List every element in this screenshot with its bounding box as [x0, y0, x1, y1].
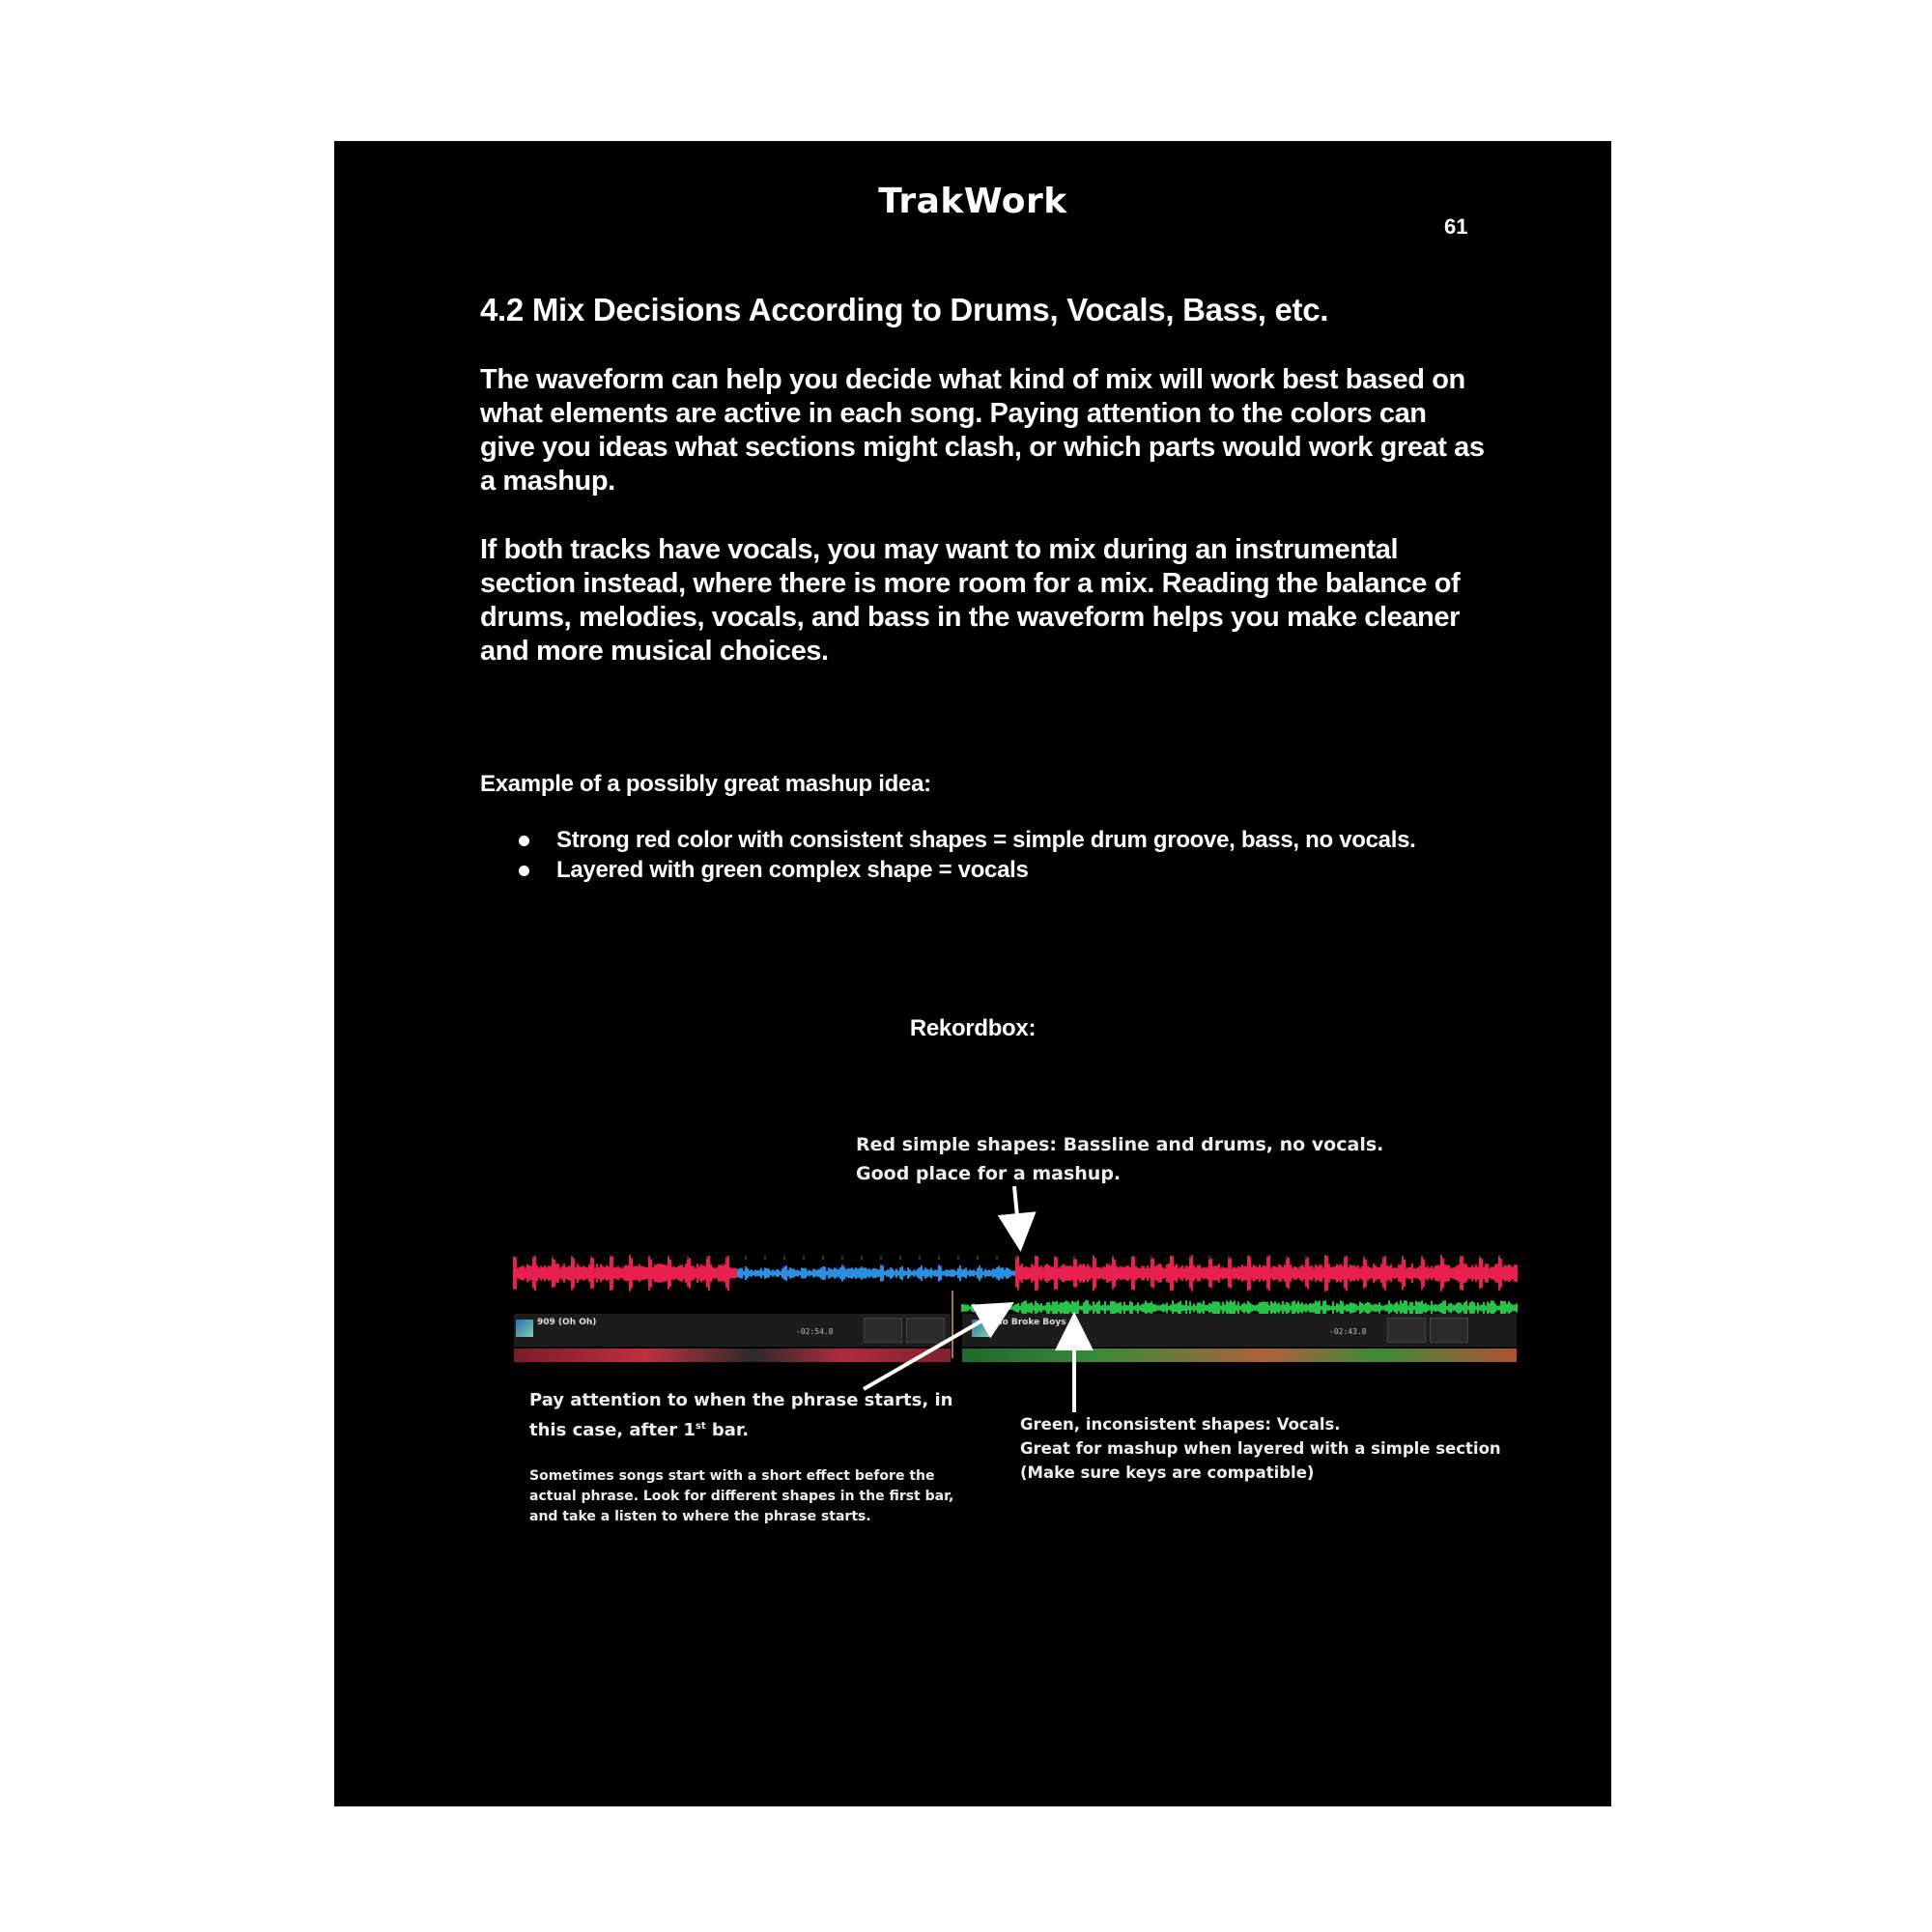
arrow-to-phrase-start [864, 1310, 1001, 1389]
annotation-line: Pay attention to when the phrase starts, in [529, 1390, 953, 1410]
paragraph-1: The waveform can help you decide what kind of mix will work best based on what elements are active in each song. Paying attention to the colors can give you ideas what sections might clash, or which parts would work great as a mashup. [480, 364, 1485, 497]
annotation-line: (Make sure keys are compatible) [1020, 1463, 1315, 1482]
section-heading: 4.2 Mix Decisions According to Drums, Vocals, Bass, etc. [480, 292, 1329, 327]
arrow-to-red-section [1014, 1186, 1019, 1236]
deck-1-time: -02:54.8 [796, 1327, 834, 1336]
deck-1-title: 909 (Oh Oh) [537, 1318, 597, 1327]
example-label: Example of a possibly great mashup idea: [480, 771, 931, 797]
annotation-line: Green, inconsistent shapes: Vocals. [1020, 1415, 1341, 1434]
annotation-line: actual phrase. Look for different shapes in the first bar, [529, 1489, 954, 1504]
document-page [334, 141, 1611, 1806]
annotation-line: and take a listen to where the phrase starts. [529, 1509, 871, 1524]
annotation-note [529, 1466, 953, 1527]
brand-logo: TrakWork [878, 182, 1067, 221]
annotation-phrase-start [529, 1387, 952, 1443]
ordinal-suffix: st [695, 1421, 706, 1432]
paragraph-2: If both tracks have vocals, you may want to mix during an instrumental section instead, where there is more room for a mix. Reading the balance of drums, melodies, vocals, and bass in the waveform helps you make cleaner and more musical choices. [480, 534, 1461, 667]
deck-2-title: No Broke Boys [995, 1318, 1066, 1327]
deck-2-time: -02:43.8 [1329, 1327, 1367, 1336]
annotation-text: this case, after 1 [529, 1420, 696, 1440]
page-number: 61 [1444, 214, 1468, 239]
annotation-line [529, 1413, 952, 1443]
bullet-text: Layered with green complex shape = vocals [556, 857, 1029, 883]
figure-label: Rekordbox: [909, 1015, 1037, 1041]
annotation-arrows [334, 141, 1611, 1806]
annotation-vocals [1020, 1412, 1501, 1485]
annotation-line: Sometimes songs start with a short effect before the [529, 1468, 935, 1484]
annotation-line: Great for mashup when layered with a simple section [1020, 1439, 1501, 1458]
bullet-text: Strong red color with consistent shapes = simple drum groove, bass, no vocals. [556, 827, 1416, 853]
rekordbox-figure [334, 141, 1611, 1806]
annotation-line: Good place for a mashup. [856, 1163, 1122, 1184]
annotation-text: bar. [705, 1420, 750, 1440]
annotation-line: Red simple shapes: Bassline and drums, no vocals. [856, 1134, 1384, 1155]
